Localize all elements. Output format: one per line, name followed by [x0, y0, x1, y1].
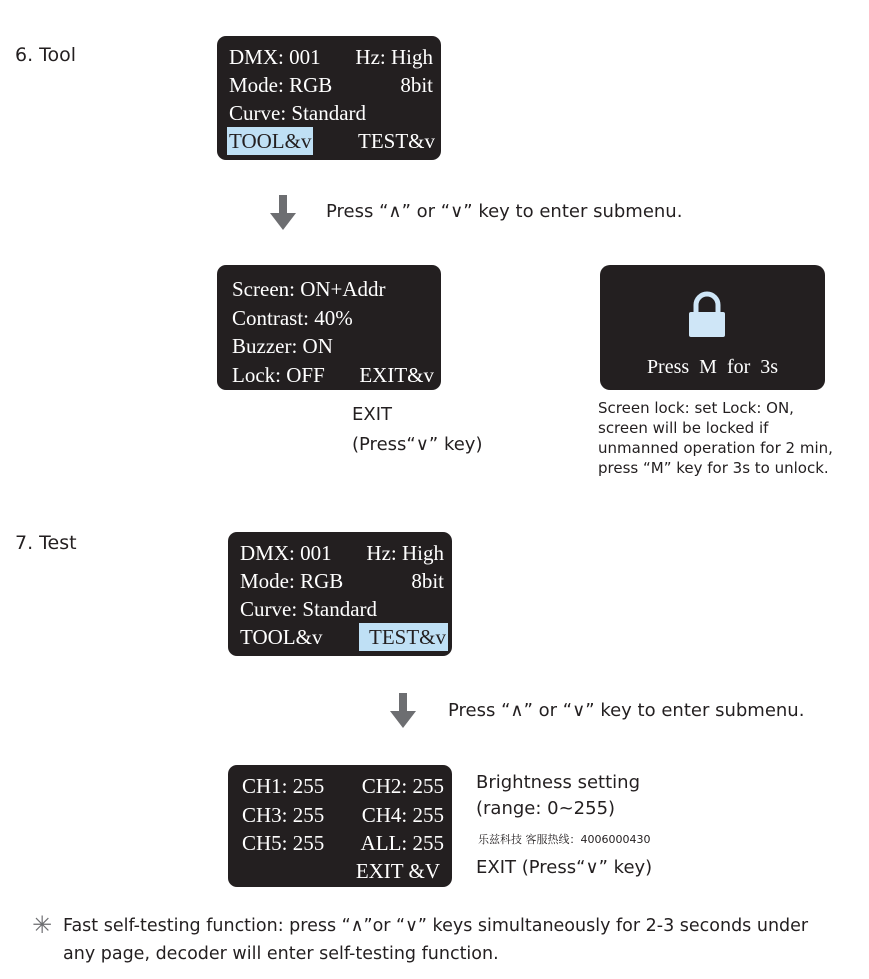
section-title-test: 7. Test	[15, 532, 77, 554]
channel-screen	[228, 765, 452, 887]
lock-panel	[600, 265, 825, 390]
lcd-ch5: CH5: 255	[242, 831, 325, 855]
down-arrow-icon	[270, 195, 296, 231]
lcd-bit-label: 8bit	[400, 73, 433, 97]
lock-note-line: Screen lock: set Lock: ON,	[598, 399, 794, 417]
lcd-dmx-label: DMX: 001	[240, 541, 332, 565]
lcd-ch3: CH3: 255	[242, 803, 325, 827]
tool-sub-screen	[217, 265, 441, 390]
footnote-line-1: Fast self-testing function: press “∧”or “∨” keys simultaneously for 2-3 seconds under	[63, 916, 809, 936]
tool-submenu-hint: Press “∧” or “∨” key to enter submenu.	[326, 201, 683, 222]
test-main-screen	[228, 532, 452, 656]
lcd-hz-label: Hz: High	[355, 45, 433, 69]
lock-note-line: unmanned operation for 2 min,	[598, 439, 833, 457]
down-arrow-icon	[390, 693, 416, 729]
lcd-curve-label: Curve: Standard	[229, 101, 367, 125]
section-title-tool: 6. Tool	[15, 44, 77, 66]
asterisk-icon: ✳	[32, 911, 53, 939]
brightness-range: (range: 0~255)	[476, 798, 616, 819]
tool-exit-label: EXIT	[352, 404, 393, 425]
lcd-bit-label: 8bit	[411, 569, 444, 593]
lock-instruction: Press M for 3s	[646, 356, 779, 378]
lock-note-line: screen will be locked if	[598, 419, 769, 437]
lcd-mode-label: Mode: RGB	[229, 73, 333, 97]
lcd-contrast-setting: Contrast: 40%	[232, 306, 353, 330]
lcd-exit-option: EXIT&v	[359, 363, 434, 387]
test-exit-instruction: EXIT (Press“∨” key)	[476, 857, 653, 878]
lcd-ch2: CH2: 255	[361, 774, 444, 798]
lcd-hz-label: Hz: High	[366, 541, 444, 565]
lcd-curve-label: Curve: Standard	[240, 597, 378, 621]
tool-exit-instruction: (Press“∨” key)	[352, 434, 483, 455]
test-submenu-hint: Press “∧” or “∨” key to enter submenu.	[448, 700, 805, 721]
brightness-title: Brightness setting	[476, 772, 641, 793]
lcd-tool-menu-selected: TOOL&v	[229, 129, 312, 153]
lock-icon	[687, 291, 727, 339]
lcd-lock-setting: Lock: OFF	[232, 363, 325, 387]
lcd-exit-option: EXIT &V	[355, 859, 440, 883]
lcd-test-menu-selected: TEST&v	[359, 623, 448, 651]
lock-note-line: press “M” key for 3s to unlock.	[598, 459, 829, 477]
lcd-screen-setting: Screen: ON+Addr	[232, 277, 386, 301]
lcd-all: ALL: 255	[360, 831, 444, 855]
lcd-dmx-label: DMX: 001	[229, 45, 321, 69]
lcd-mode-label: Mode: RGB	[240, 569, 344, 593]
lcd-test-menu: TEST&v	[358, 129, 435, 153]
lcd-ch4: CH4: 255	[361, 803, 444, 827]
lcd-ch1: CH1: 255	[242, 774, 325, 798]
lcd-buzzer-setting: Buzzer: ON	[232, 334, 333, 358]
tool-main-screen	[217, 36, 441, 160]
footnote-line-2: any page, decoder will enter self-testing function.	[63, 944, 499, 964]
lcd-tool-menu: TOOL&v	[240, 625, 323, 649]
hotline-text: 乐兹科技 客服热线：4006000430	[478, 833, 651, 846]
lock-note	[598, 398, 858, 478]
